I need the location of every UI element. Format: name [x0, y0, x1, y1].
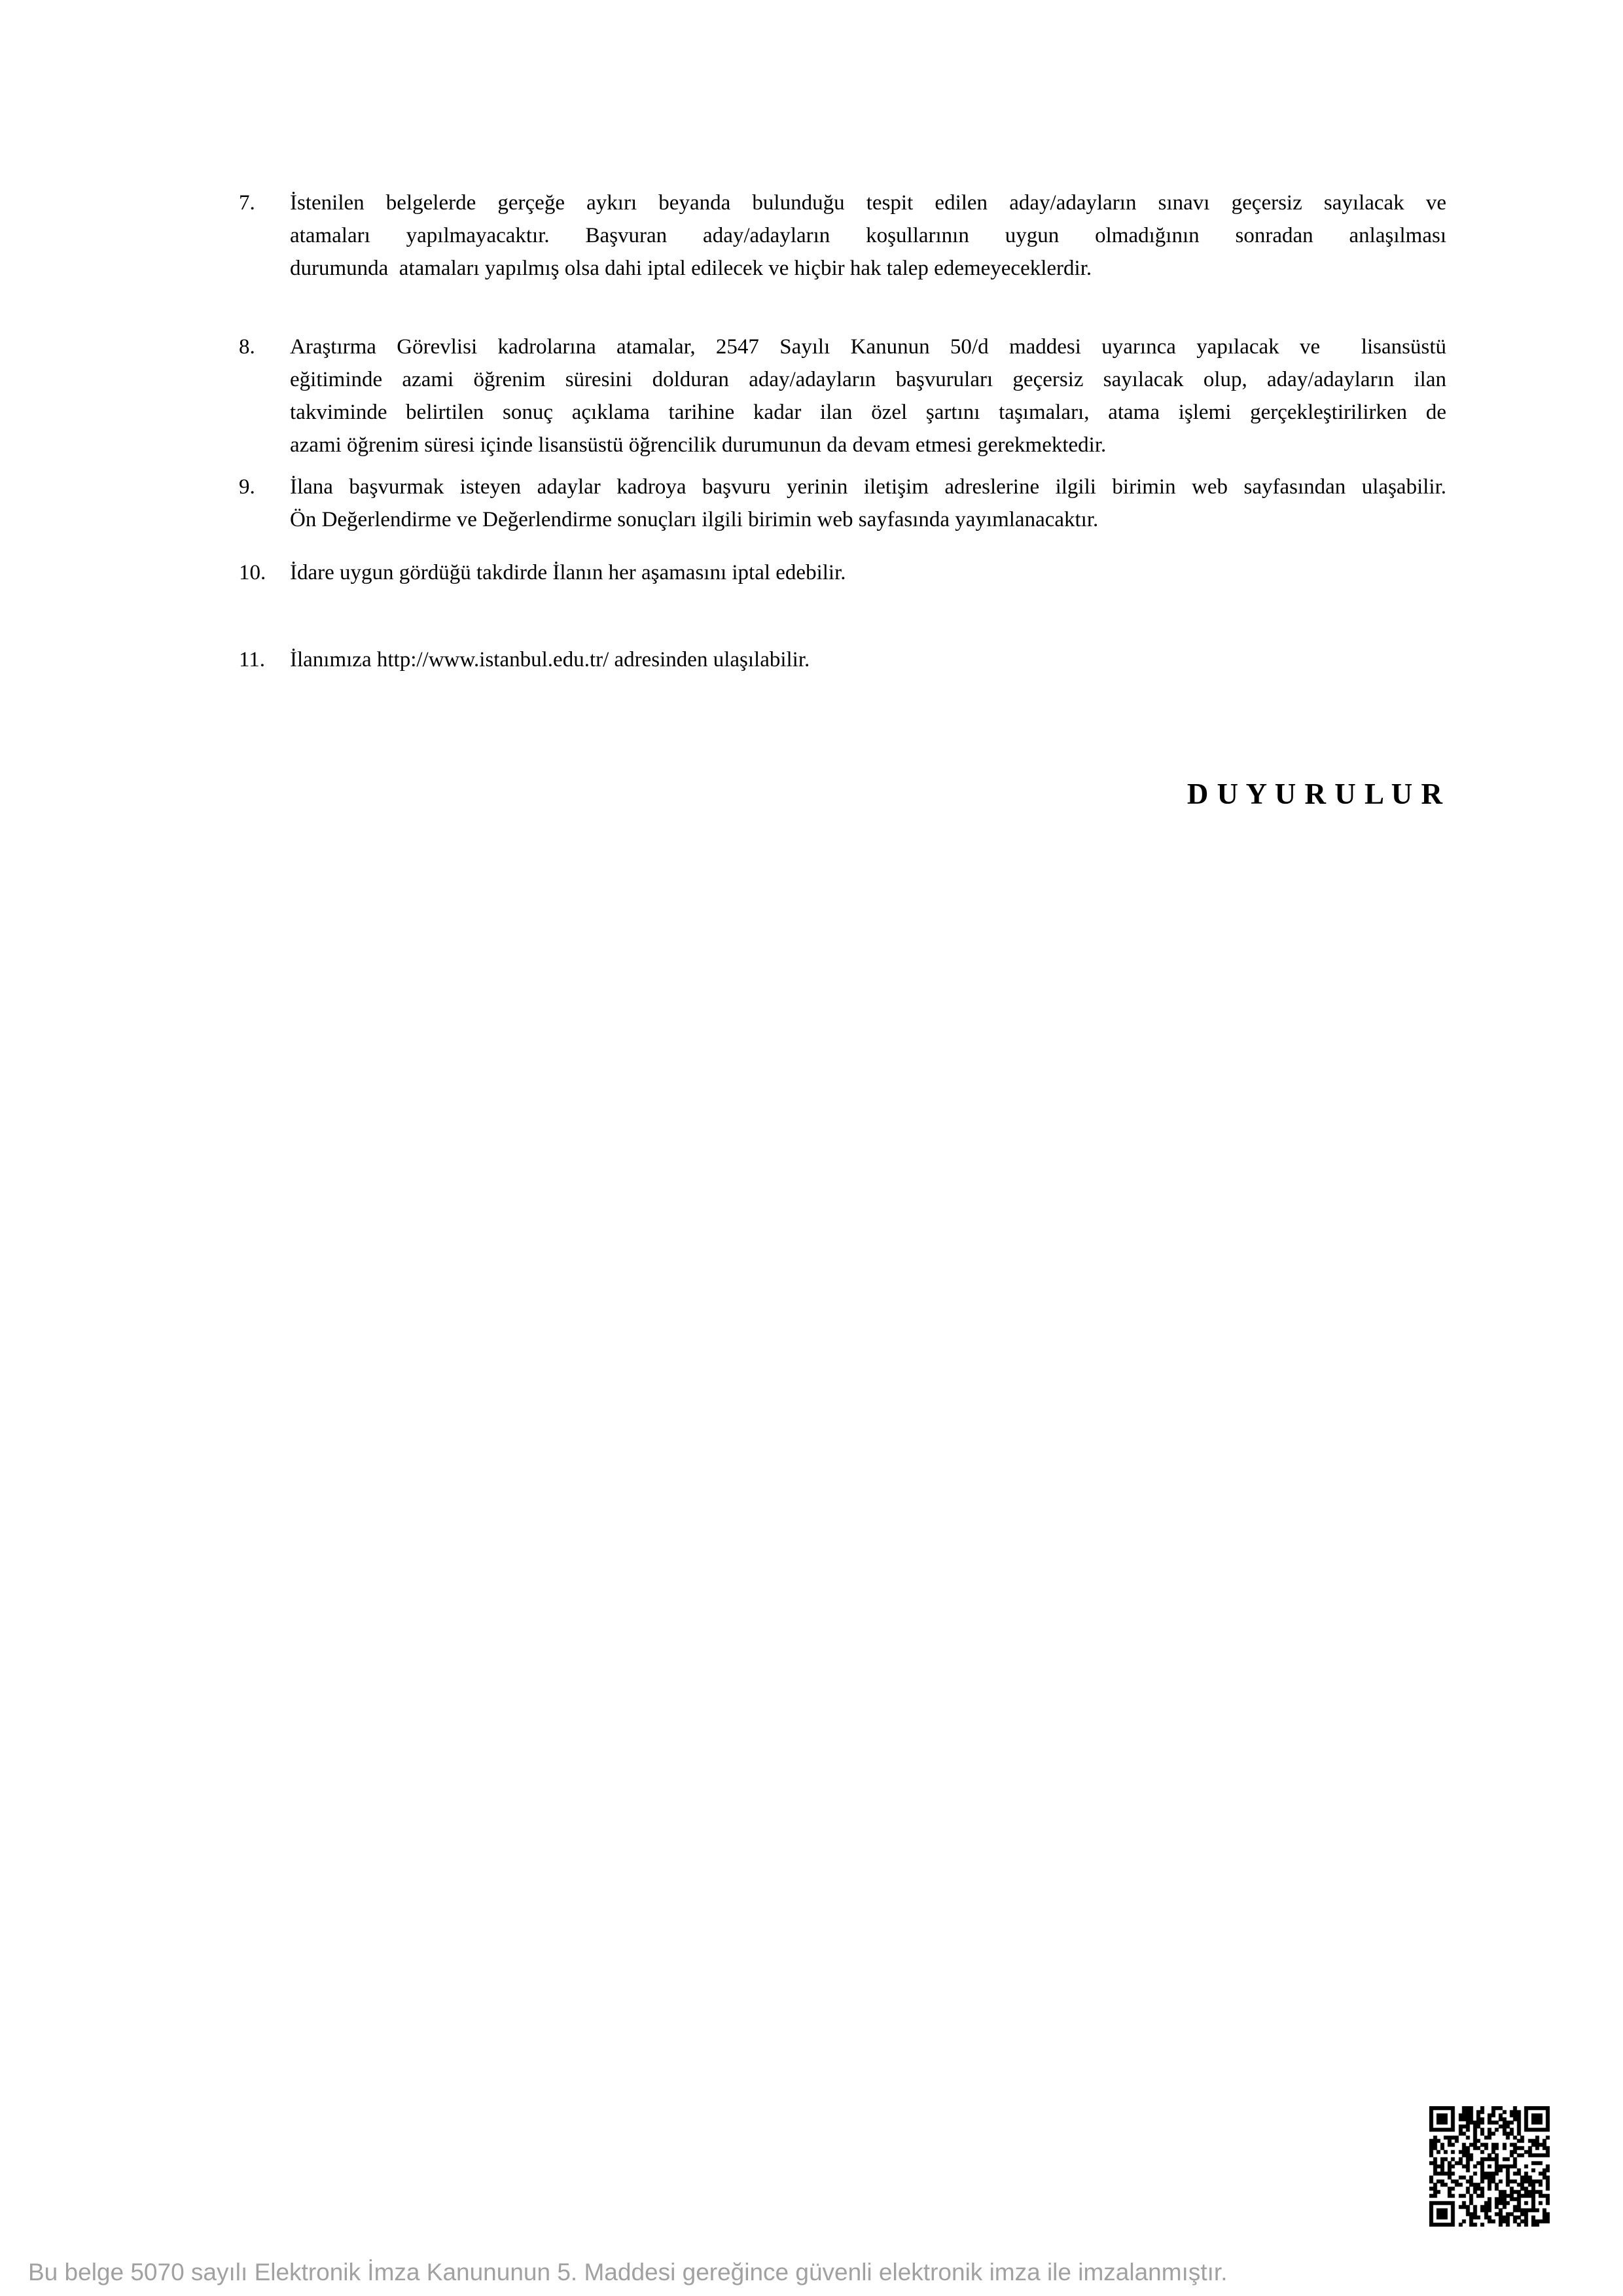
item-number: 10. — [239, 561, 266, 584]
item-text — [290, 471, 1446, 536]
item-text-line: durumunda atamaları yapılmış olsa dahi iptal edilecek ve hiçbir hak talep edemeyeceklerdir. — [290, 257, 1092, 280]
item-text — [290, 187, 1446, 285]
item-text-line: azami öğrenim süresi içinde lisansüstü öğrencilik durumunun da devam etmesi gerekmektedir. — [290, 433, 1107, 457]
list-item — [239, 331, 1446, 461]
notice-list — [239, 187, 1446, 676]
item-text-line: İlana başvurmak isteyen adaylar kadroya başvuru yerinin iletişim adreslerine ilgili birimin web sayfasından ulaşabilir. — [290, 475, 1446, 499]
item-text-line: İstenilen belgelerde gerçeğe aykırı beyanda bulunduğu tespit edilen aday/adayların sınavı geçersiz sayılacak ve — [290, 191, 1446, 215]
item-text-line: İdare uygun gördüğü takdirde İlanın her aşamasını iptal edebilir. — [290, 561, 846, 584]
item-text-line: İlanımıza http://www.istanbul.edu.tr/ adresinden ulaşılabilir. — [290, 648, 810, 672]
e-signature-footer-note: Bu belge 5070 sayılı Elektronik İmza Kanununun 5. Maddesi gereğince güvenli elektronik imza ile imzalanmıştır. — [28, 2259, 1228, 2286]
qr-code-icon — [1429, 2106, 1550, 2227]
item-number: 7. — [239, 191, 255, 215]
item-text-line: eğitiminde azami öğrenim süresini dolduran aday/adayların başvuruları geçersiz sayılacak olup, aday/adayların ilan — [290, 368, 1446, 391]
list-item — [239, 187, 1446, 285]
item-number: 11. — [239, 648, 266, 672]
item-number: 8. — [239, 335, 255, 359]
item-text-line: atamaları yapılmayacaktır. Başvuran aday/adayların koşullarının uygun olmadığının sonradan anlaşılması — [290, 224, 1446, 247]
item-text — [290, 331, 1446, 461]
list-item — [239, 556, 1446, 589]
item-text-line: Araştırma Görevlisi kadrolarına atamalar, 2547 Sayılı Kanunun 50/d maddesi uyarınca yapılacak ve lisansüstü — [290, 335, 1446, 359]
item-text-line: Ön Değerlendirme ve Değerlendirme sonuçları ilgili birimin web sayfasında yayımlanacaktır. — [290, 508, 1099, 531]
item-number: 9. — [239, 475, 255, 499]
item-text — [290, 643, 1446, 676]
list-item — [239, 643, 1446, 676]
list-item — [239, 471, 1446, 536]
item-text-line: takviminde belirtilen sonuç açıklama tarihine kadar ilan özel şartını taşımaları, atama işlemi gerçekleştirilirken de — [290, 401, 1446, 424]
announcement-title: D U Y U R U L U R — [1186, 778, 1443, 810]
item-text — [290, 556, 1446, 589]
